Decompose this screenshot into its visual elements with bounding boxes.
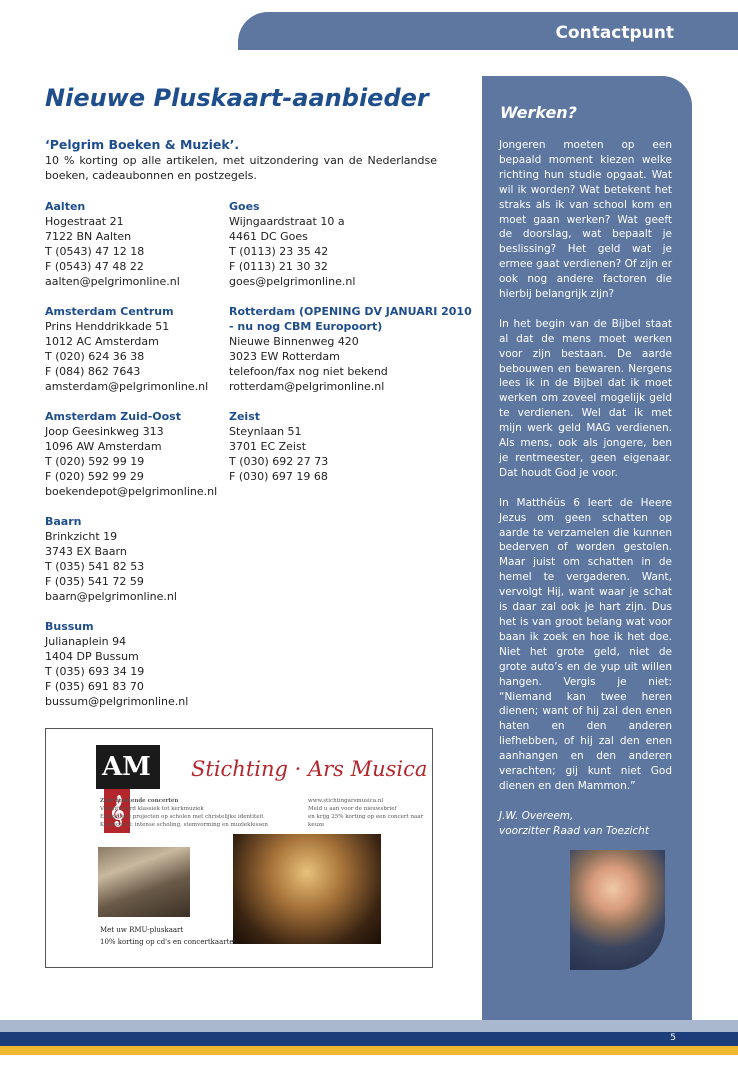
ad-footer-line: Met uw RMU-pluskaart [100, 926, 184, 934]
store-entry-rotterdam [229, 304, 472, 394]
page-number: 5 [670, 1033, 676, 1043]
store-subheading: ‘Pelgrim Boeken & Muziek’. [45, 137, 240, 152]
store-phone: T (020) 624 36 38 [45, 350, 145, 363]
sidebar-title: Werken? [500, 103, 577, 122]
store-email: goes@pelgrimonline.nl [229, 275, 356, 288]
footer-band-light [0, 1020, 738, 1032]
store-postcode: 7122 BN Aalten [45, 230, 132, 243]
store-postcode: 1404 DP Bussum [45, 650, 139, 663]
store-email: rotterdam@pelgrimonline.nl [229, 380, 385, 393]
logo-text: AM [102, 752, 151, 782]
footer-band-navy [0, 1032, 738, 1046]
store-fax: F (035) 541 72 59 [45, 575, 144, 588]
store-postcode: 4461 DC Goes [229, 230, 308, 243]
store-entry-baarn [45, 514, 225, 604]
store-name: Goes [229, 200, 260, 213]
orchestra-photo [233, 834, 381, 944]
ad-line: Verantwoord klassiek tot kerkmuziek [100, 806, 204, 812]
ad-title: Stichting · Ars Musica [191, 757, 428, 781]
ad-footer-line: 10% korting op cd's en concertkaarten [100, 938, 239, 946]
store-entry-amsterdam-zuid-oost [45, 409, 225, 499]
store-entry-aalten [45, 199, 225, 289]
store-column-left [45, 199, 225, 724]
store-name: Rotterdam (OPENING DV JANUARI 2010 [229, 305, 472, 318]
ars-musica-advertisement [45, 728, 433, 968]
section-label: Contactpunt [555, 23, 674, 43]
ad-website-info [308, 797, 432, 829]
signature [499, 809, 672, 839]
sidebar-paragraph: In het begin van de Bijbel staat al dat de mens moet werken voor zijn bestaan. De aarde bebouwen en bewaren. Nergens lees ik in de Bijbel dat ik moet werken om zoveel mogelijk geld te verdienen. Wel dat ik met mijn werk geld MAG verdienen. Als mens, ook als jongere, ben je rentmeester, geen eigenaar. Dat houdt God je voor. [499, 317, 672, 479]
ad-description [100, 797, 268, 829]
section-header-tab [238, 12, 738, 50]
ad-line: en krijg 25% korting op een concert naar keuze [308, 814, 424, 828]
store-fax: F (0543) 47 48 22 [45, 260, 144, 273]
store-address: Hogestraat 21 [45, 215, 124, 228]
store-email: amsterdam@pelgrimonline.nl [45, 380, 209, 393]
sidebar-paragraph: Jongeren moeten op een bepaald moment kiezen welke richting hun studie opgaat. Wat wil ik worden? Wat betekent het straks als ik van school kom en moet gaan werken? Wat geeft de doorslag, wat bepaalt je beslissing? Het geld wat je ermee gaat verdienen? Of zijn er ook nog andere factoren die hierbij belangrijk zijn? [499, 139, 673, 301]
ad-line: Zeer feestende concerten [100, 798, 179, 804]
store-postcode: 1096 AW Amsterdam [45, 440, 162, 453]
store-address: Brinkzicht 19 [45, 530, 118, 543]
store-email: baarn@pelgrimonline.nl [45, 590, 177, 603]
store-phone: T (030) 692 27 73 [229, 455, 329, 468]
page-title: Nieuwe Pluskaart-aanbieder [45, 84, 429, 112]
store-fax: F (020) 592 99 29 [45, 470, 144, 483]
store-phone: T (0113) 23 35 42 [229, 245, 329, 258]
store-address: Nieuwe Binnenweg 420 [229, 335, 359, 348]
sidebar-body [499, 138, 672, 839]
store-phone: T (020) 592 99 19 [45, 455, 145, 468]
store-fax: F (0113) 21 30 32 [229, 260, 328, 273]
signature-role: voorzitter Raad van Toezicht [499, 824, 649, 837]
treble-clef-icon: 𝄞 [104, 789, 130, 833]
store-address: Julianaplein 94 [45, 635, 127, 648]
signature-name: J.W. Overeem, [499, 809, 574, 822]
store-name: Aalten [45, 200, 86, 213]
store-phone: T (0543) 47 12 18 [45, 245, 145, 258]
footer-band-yellow [0, 1046, 738, 1055]
store-entry-goes [229, 199, 445, 289]
store-address: Prins Henddrikkade 51 [45, 320, 170, 333]
ad-line: Meld u aan voor de nieuwsbrief [308, 806, 397, 812]
store-address: Wijngaardstraat 10 a [229, 215, 345, 228]
author-portrait [570, 850, 665, 970]
sidebar-column [482, 76, 692, 1020]
store-email: aalten@pelgrimonline.nl [45, 275, 180, 288]
store-fax: F (084) 862 7643 [45, 365, 141, 378]
store-entry-zeist [229, 409, 445, 484]
store-name-note: - nu nog CBM Europoort) [229, 320, 383, 333]
store-postcode: 3701 EC Zeist [229, 440, 307, 453]
store-address: Joop Geesinkweg 313 [45, 425, 164, 438]
store-fax: F (030) 697 19 68 [229, 470, 328, 483]
ad-line: Koorschool: intense scholing, stemvorming en muzieklessen [100, 822, 268, 828]
store-email: boekendepot@pelgrimonline.nl [45, 485, 218, 498]
store-postcode: 3743 EX Baarn [45, 545, 127, 558]
ad-line: Educatieve projecten op scholen met christelijke identiteit [100, 814, 264, 820]
ad-footer [100, 924, 238, 948]
store-phone-note: telefoon/fax nog niet bekend [229, 365, 388, 378]
store-entry-amsterdam-centrum [45, 304, 225, 394]
store-fax: F (035) 691 83 70 [45, 680, 144, 693]
store-name: Bussum [45, 620, 94, 633]
dance-photo [98, 847, 190, 917]
store-name: Zeist [229, 410, 261, 423]
store-postcode: 1012 AC Amsterdam [45, 335, 159, 348]
store-phone: T (035) 541 82 53 [45, 560, 145, 573]
discount-intro: 10 % korting op alle artikelen, met uitzondering van de Nederlandse boeken, cadeaubonnen en postzegels. [45, 154, 437, 182]
store-name: Amsterdam Centrum [45, 305, 174, 318]
sidebar-paragraph: In Matthéüs 6 leert de Heere Jezus om geen schatten op aarde te verzamelen die kunnen bederven of worden gestolen. Maar juist om schatten in de hemel te vergaderen. Want, vervolgt Hij, want waar je schat is daar zal ook je hart zijn. Dus het is van groot belang wat voor baan ik zoek en hoe ik het doe. Niet het grote geld, niet de grote auto’s en de yup uit willen hangen. Vergis je niet: “Niemand kan twee heren dienen; want of hij zal den enen haten en den anderen liefhebben, of hij zal den enen aanhangen en den anderen verachten; gij kunt niet God dienen en den Mammon.” [499, 496, 672, 792]
ad-line: www.stichtingarsmusica.nl [308, 798, 384, 804]
main-article [45, 137, 472, 708]
store-email: bussum@pelgrimonline.nl [45, 695, 189, 708]
store-postcode: 3023 EW Rotterdam [229, 350, 340, 363]
store-name: Amsterdam Zuid-Oost [45, 410, 181, 423]
store-entry-bussum [45, 619, 225, 709]
store-name: Baarn [45, 515, 82, 528]
store-phone: T (035) 693 34 19 [45, 665, 145, 678]
store-address: Steynlaan 51 [229, 425, 302, 438]
store-column-right [229, 199, 472, 499]
